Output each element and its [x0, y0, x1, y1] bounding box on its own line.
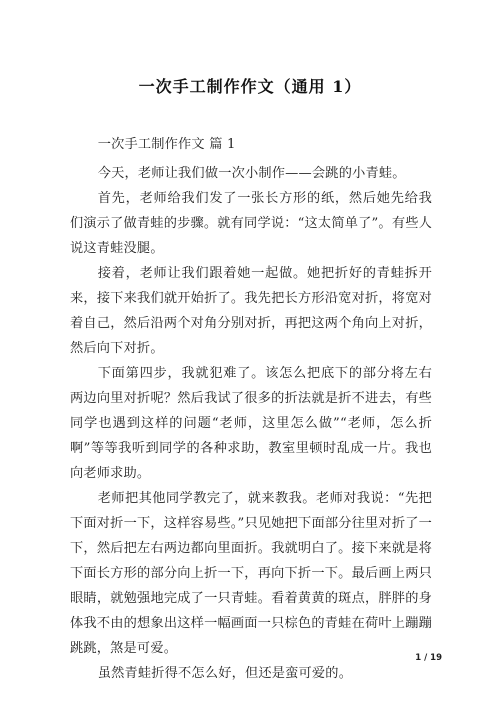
- document-title: 一次手工制作作文（通用 1）: [138, 77, 362, 96]
- paragraph: 下面第四步，我就犯难了。该怎么把底下的部分将左右两边向里对折呢？然后我试了很多的折法就是折不进去，有些同学也遇到这样的问题“老师，这里怎么做”“老师，怎么折啊”等等我听到同学的各种求助，教室里顿时乱成一片。我也向老师求助。: [70, 366, 432, 481]
- paragraph: 老师把其他同学教完了，就来教我。老师对我说：“先把下面对折一下，这样容易些。”只见她把下面部分往里对折了一下，然后把左右两边都向里面折。我就明白了。接下来就是将下面长方形的部分向上折一下，再向下折一下。最后画上两只眼睛，就勉强地完成了一只青蛙。看着黄黄的斑点，胖胖的身体我不由的想象出这样一幅画面一只棕色的青蛙在荷叶上蹦蹦跳跳，煞是可爱。: [70, 491, 432, 656]
- paragraph: 虽然青蛙折得不怎么好，但还是蛮可爱的。: [97, 666, 353, 681]
- page-number: 1 / 19: [415, 653, 442, 663]
- paragraph: 今天，老师让我们做一次小制作——会跳的小青蛙。: [97, 166, 406, 181]
- section-heading: 一次手工制作作文 篇 1: [97, 137, 236, 152]
- paragraph: 首先，老师给我们发了一张长方形的纸，然后她先给我们演示了做青蛙的步骤。就有同学说：“这太简单了”。有些人说这青蛙没腿。: [70, 191, 432, 256]
- document-body: [70, 132, 432, 686]
- paragraph: 接着，老师让我们跟着她一起做。她把折好的青蛙拆开来，接下来我们就开始折了。我先把长方形沿宽对折，将宽对着自己，然后沿两个对角分别对折，再把这两个角向上对折，然后向下对折。: [70, 266, 432, 356]
